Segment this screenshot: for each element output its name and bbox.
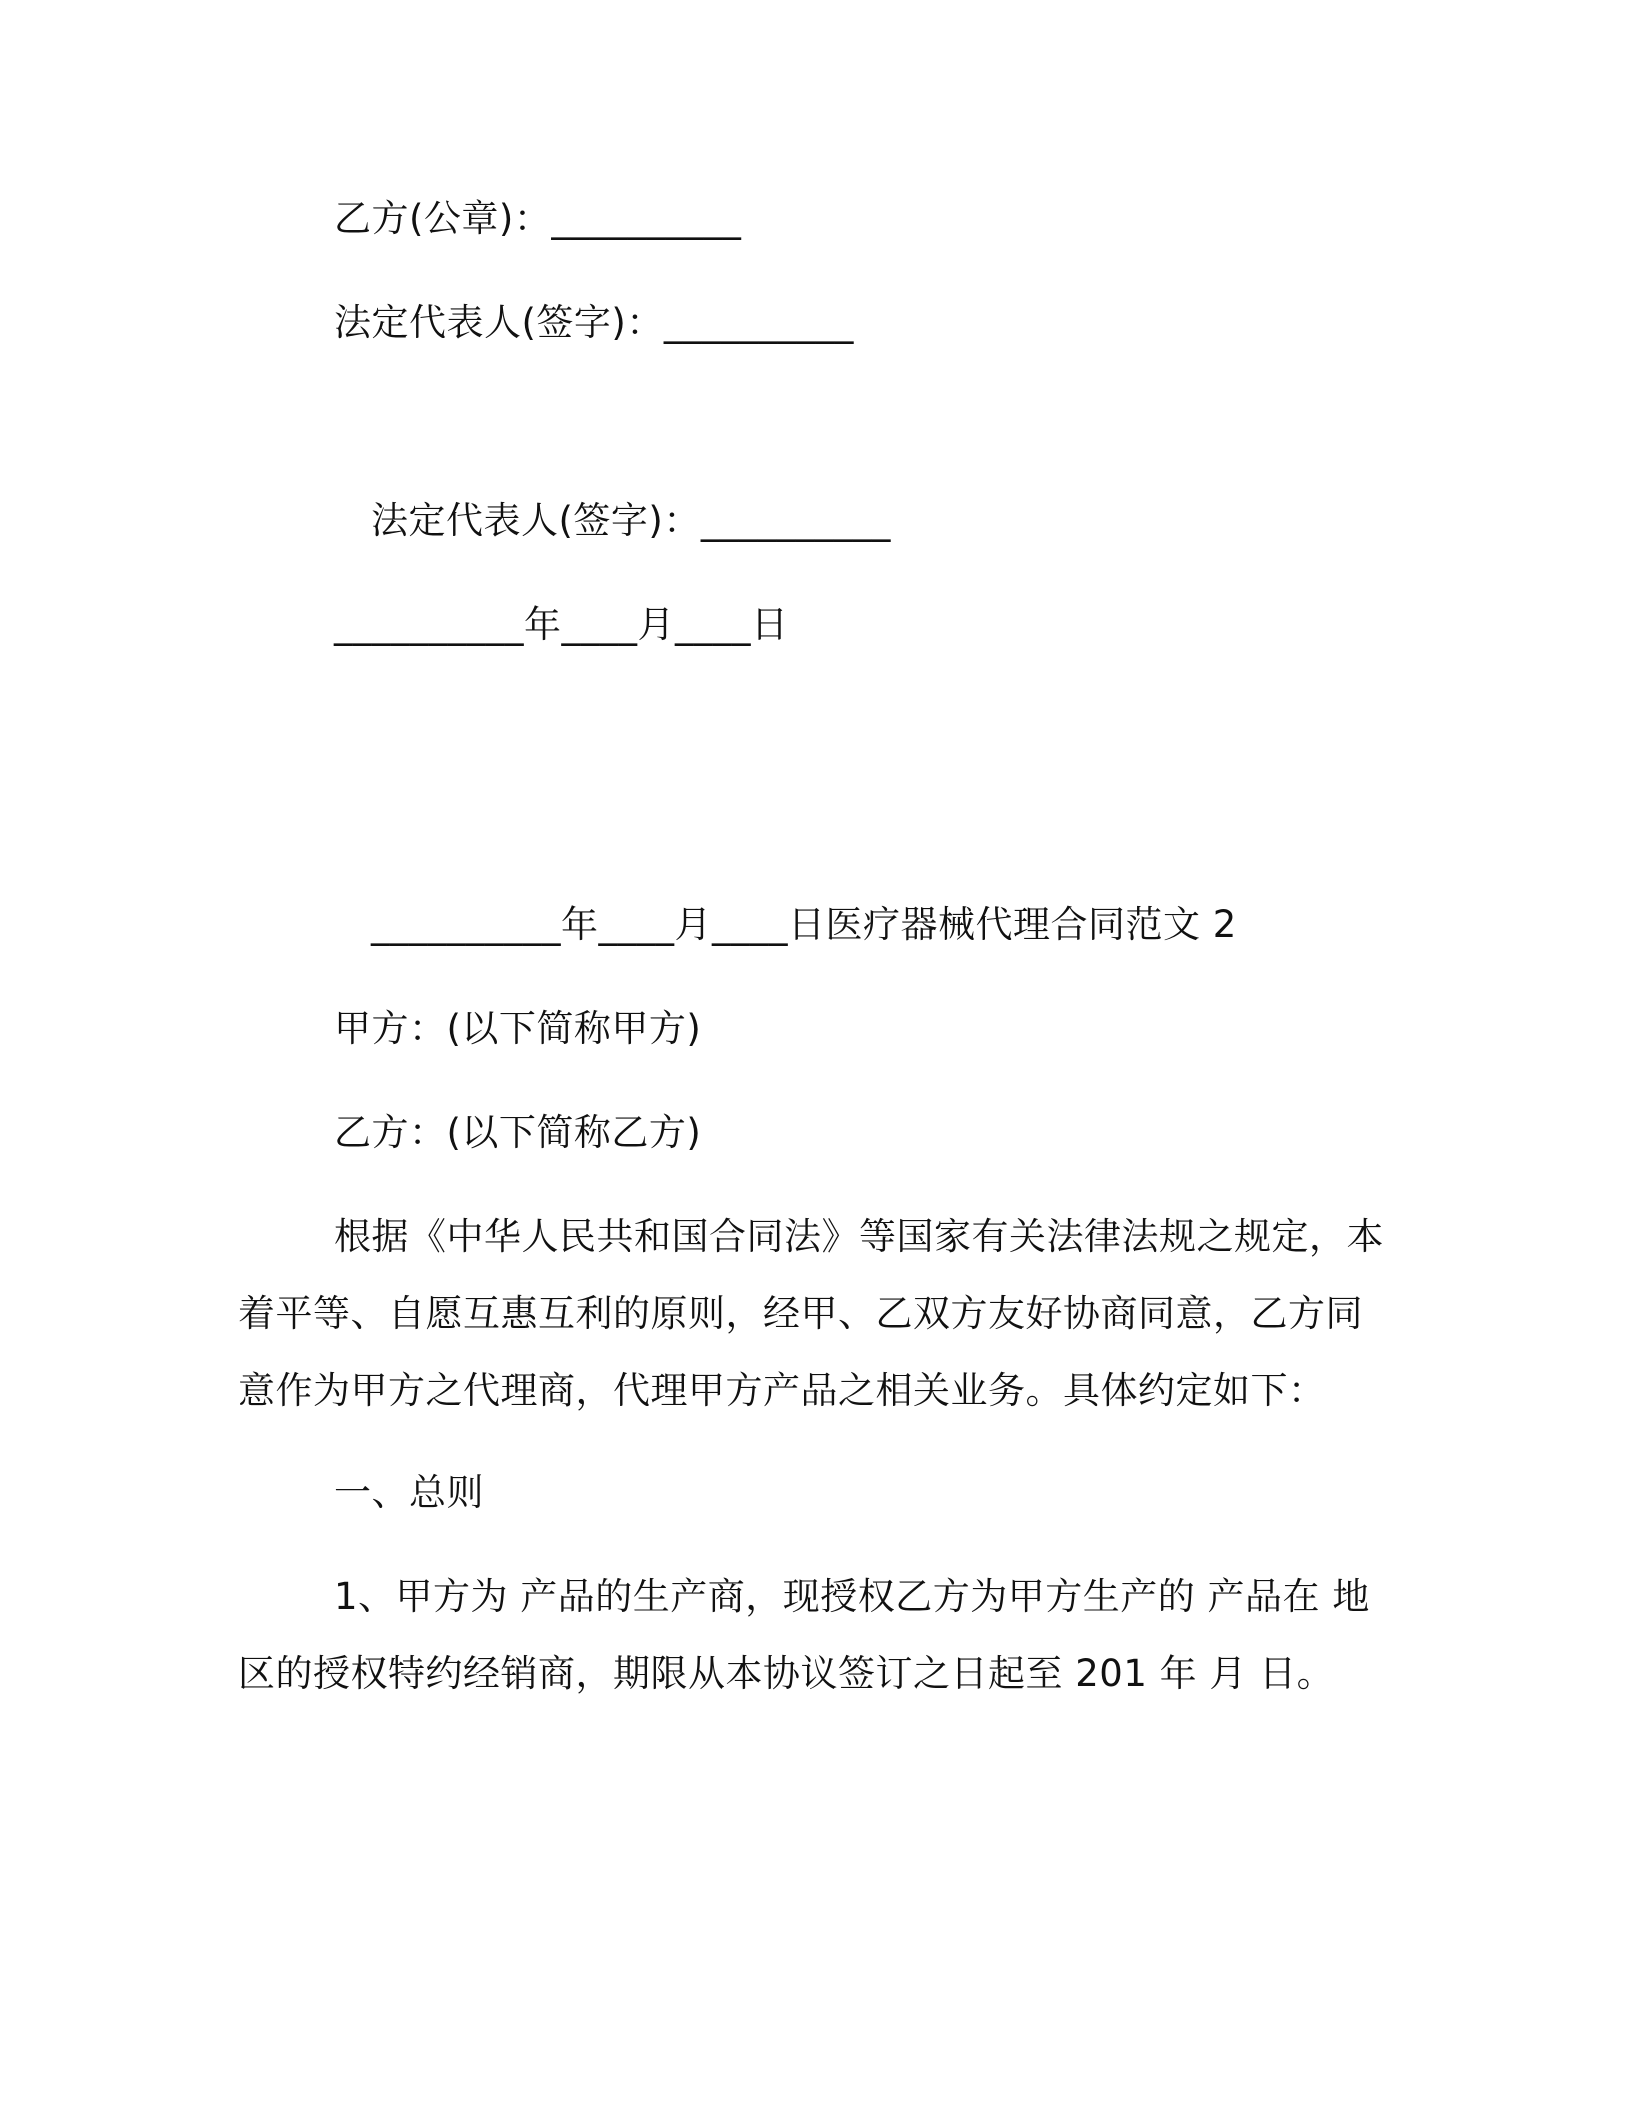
party-a-line: 甲方：(以下简称甲方): [334, 1007, 702, 1050]
legal-rep-signature-line-2: 法定代表人(签字)：__________: [371, 499, 891, 542]
section-heading-general: 一、总则: [334, 1471, 484, 1514]
clause-1-paragraph: 1、甲方为 产品的生产商，现授权乙方为甲方生产的 产品在 地区的授权特约经销商，期限从本协议签订之日起至 201 年 月 日。: [238, 1575, 1370, 1695]
contract-title: __________年____月____日医疗器械代理合同范文 2: [371, 903, 1237, 946]
signing-date-line: __________年____月____日: [334, 603, 789, 646]
legal-rep-signature-line: 法定代表人(签字)：__________: [334, 301, 854, 344]
preamble-paragraph: 根据《中华人民共和国合同法》等国家有关法律法规之规定，本着平等、自愿互惠互利的原则，经甲、乙双方友好协商同意，乙方同意作为甲方之代理商，代理甲方产品之相关业务。具体约定如下：: [238, 1215, 1384, 1412]
party-b-line: 乙方：(以下简称乙方): [334, 1111, 702, 1154]
party-b-seal-line: 乙方(公章)：__________: [334, 197, 742, 240]
